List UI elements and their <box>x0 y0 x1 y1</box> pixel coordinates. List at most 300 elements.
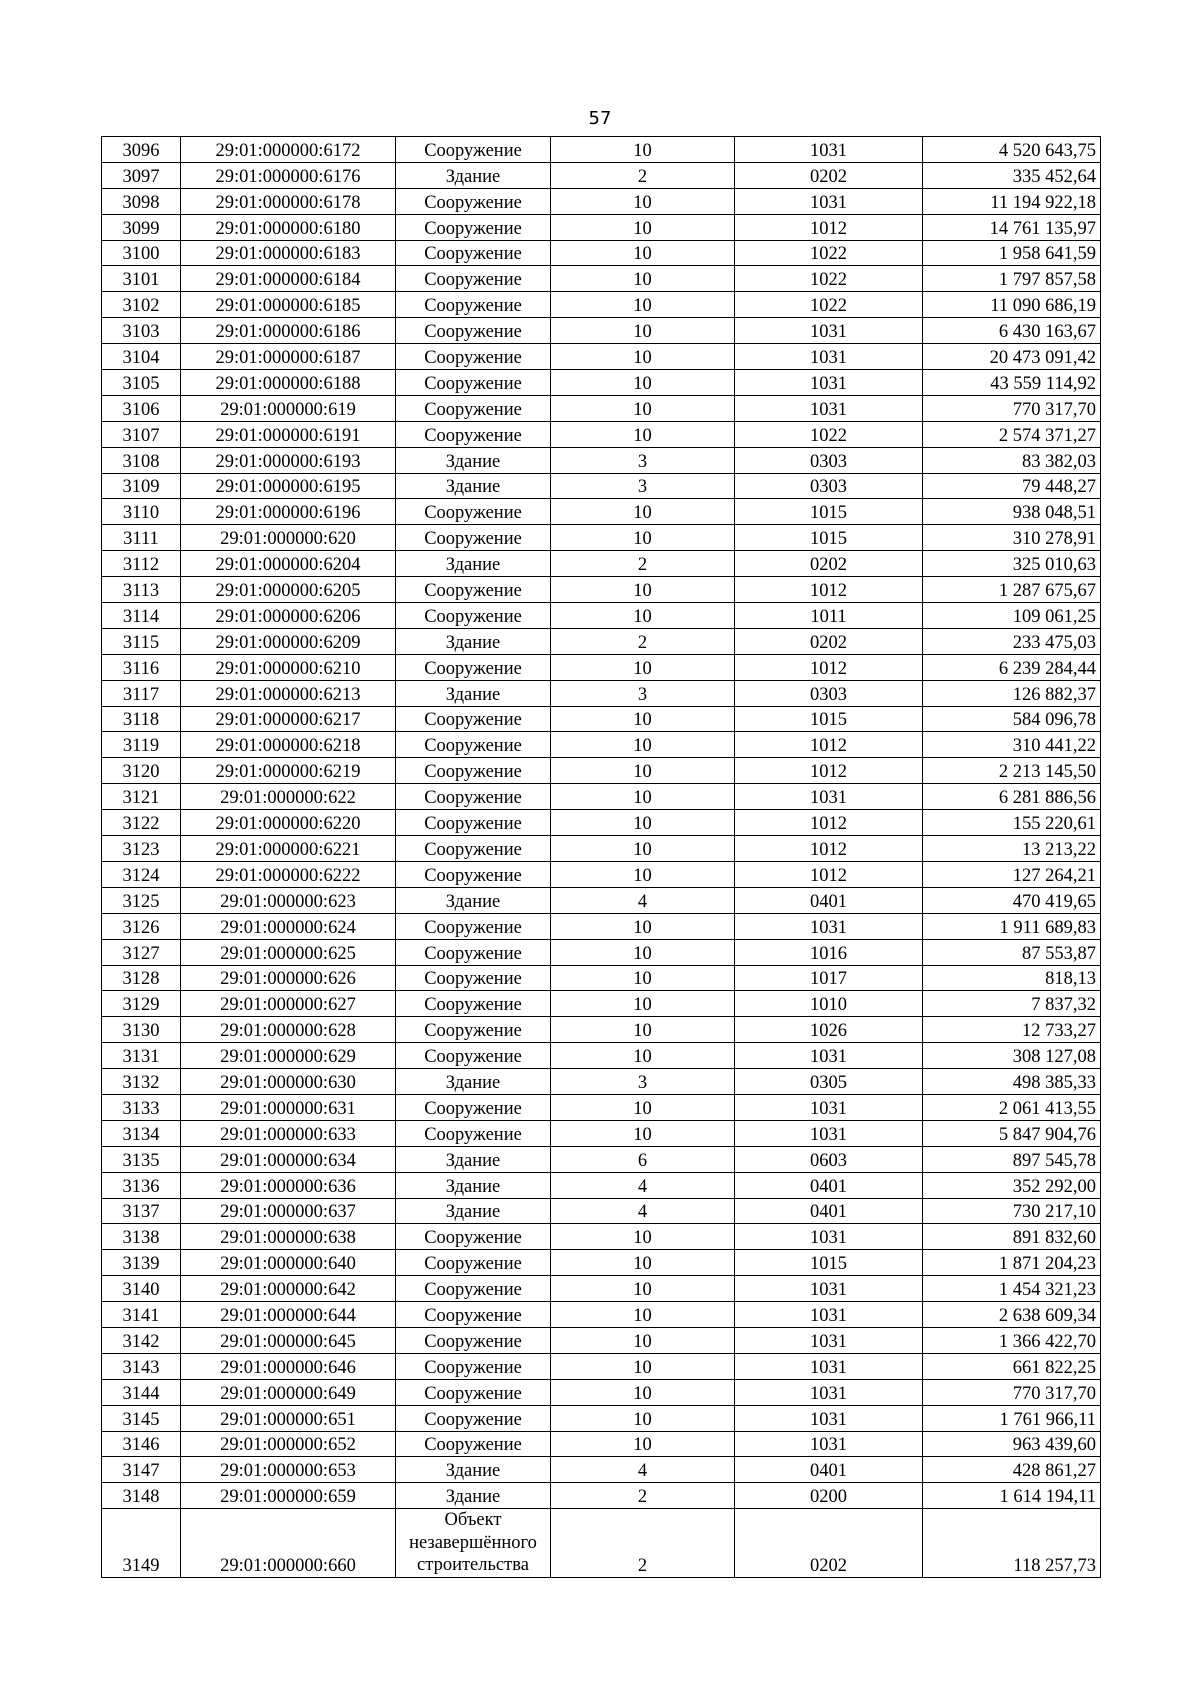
object-type-cell: Сооружение <box>396 318 551 344</box>
row-number-cell: 3137 <box>102 1198 181 1224</box>
group-cell: 2 <box>551 1483 735 1509</box>
group-cell: 10 <box>551 991 735 1017</box>
value-cell: 5 847 904,76 <box>923 1120 1101 1146</box>
code-cell: 1031 <box>735 1327 923 1353</box>
value-cell: 13 213,22 <box>923 836 1101 862</box>
table-row <box>102 137 1101 163</box>
row-number-cell: 3101 <box>102 266 181 292</box>
object-type-cell: Сооружение <box>396 1120 551 1146</box>
table-row <box>102 1431 1101 1457</box>
value-cell: 770 317,70 <box>923 1379 1101 1405</box>
code-cell: 1011 <box>735 603 923 629</box>
cadastral-number-cell: 29:01:000000:6187 <box>181 344 396 370</box>
row-number-cell: 3149 <box>102 1509 181 1578</box>
row-number-cell: 3105 <box>102 370 181 396</box>
object-type-cell: Сооружение <box>396 525 551 551</box>
table-row <box>102 913 1101 939</box>
object-type-cell: Здание <box>396 887 551 913</box>
object-type-cell: Сооружение <box>396 499 551 525</box>
row-number-cell: 3116 <box>102 654 181 680</box>
cadastral-number-cell: 29:01:000000:6210 <box>181 654 396 680</box>
group-cell: 10 <box>551 732 735 758</box>
cadastral-number-cell: 29:01:000000:6217 <box>181 706 396 732</box>
row-number-cell: 3120 <box>102 758 181 784</box>
value-cell: 470 419,65 <box>923 887 1101 913</box>
table-row <box>102 939 1101 965</box>
table-row <box>102 991 1101 1017</box>
value-cell: 7 837,32 <box>923 991 1101 1017</box>
row-number-cell: 3143 <box>102 1353 181 1379</box>
code-cell: 0303 <box>735 680 923 706</box>
row-number-cell: 3113 <box>102 577 181 603</box>
table-row <box>102 1327 1101 1353</box>
group-cell: 10 <box>551 137 735 163</box>
cadastral-number-cell: 29:01:000000:6195 <box>181 473 396 499</box>
object-type-cell: Сооружение <box>396 1405 551 1431</box>
object-type-cell: Здание <box>396 473 551 499</box>
group-cell: 10 <box>551 706 735 732</box>
table-row <box>102 706 1101 732</box>
code-cell: 1031 <box>735 1431 923 1457</box>
value-cell: 109 061,25 <box>923 603 1101 629</box>
object-type-cell: Сооружение <box>396 1302 551 1328</box>
row-number-cell: 3115 <box>102 628 181 654</box>
value-cell: 6 430 163,67 <box>923 318 1101 344</box>
table-row <box>102 1224 1101 1250</box>
object-type-cell: Здание <box>396 680 551 706</box>
object-type-cell: Объект незавершённого строительства <box>396 1509 551 1578</box>
code-cell: 0202 <box>735 162 923 188</box>
row-number-cell: 3132 <box>102 1069 181 1095</box>
value-cell: 155 220,61 <box>923 810 1101 836</box>
code-cell: 1022 <box>735 292 923 318</box>
cadastral-number-cell: 29:01:000000:633 <box>181 1120 396 1146</box>
object-type-cell: Сооружение <box>396 421 551 447</box>
cadastral-number-cell: 29:01:000000:6209 <box>181 628 396 654</box>
row-number-cell: 3126 <box>102 913 181 939</box>
cadastral-number-cell: 29:01:000000:631 <box>181 1094 396 1120</box>
value-cell: 2 574 371,27 <box>923 421 1101 447</box>
group-cell: 10 <box>551 861 735 887</box>
code-cell: 1031 <box>735 1405 923 1431</box>
value-cell: 20 473 091,42 <box>923 344 1101 370</box>
object-type-cell: Здание <box>396 1457 551 1483</box>
cadastral-number-cell: 29:01:000000:6219 <box>181 758 396 784</box>
row-number-cell: 3096 <box>102 137 181 163</box>
code-cell: 1012 <box>735 577 923 603</box>
object-type-cell: Здание <box>396 1069 551 1095</box>
object-type-cell: Сооружение <box>396 913 551 939</box>
row-number-cell: 3127 <box>102 939 181 965</box>
group-cell: 10 <box>551 758 735 784</box>
value-cell: 428 861,27 <box>923 1457 1101 1483</box>
code-cell: 1031 <box>735 1224 923 1250</box>
code-cell: 1012 <box>735 810 923 836</box>
object-type-cell: Сооружение <box>396 214 551 240</box>
table-row <box>102 344 1101 370</box>
value-cell: 43 559 114,92 <box>923 370 1101 396</box>
object-type-cell: Сооружение <box>396 395 551 421</box>
cadastral-number-cell: 29:01:000000:652 <box>181 1431 396 1457</box>
code-cell: 1031 <box>735 913 923 939</box>
cadastral-number-cell: 29:01:000000:6191 <box>181 421 396 447</box>
cadastral-number-cell: 29:01:000000:6178 <box>181 188 396 214</box>
code-cell: 1031 <box>735 344 923 370</box>
cadastral-number-cell: 29:01:000000:642 <box>181 1276 396 1302</box>
value-cell: 6 281 886,56 <box>923 784 1101 810</box>
code-cell: 1031 <box>735 784 923 810</box>
table-row <box>102 965 1101 991</box>
table-row <box>102 836 1101 862</box>
property-registry-table <box>101 136 1101 1578</box>
row-number-cell: 3125 <box>102 887 181 913</box>
value-cell: 11 194 922,18 <box>923 188 1101 214</box>
object-type-cell: Здание <box>396 162 551 188</box>
code-cell: 1015 <box>735 706 923 732</box>
group-cell: 4 <box>551 1198 735 1224</box>
code-cell: 0401 <box>735 887 923 913</box>
value-cell: 14 761 135,97 <box>923 214 1101 240</box>
code-cell: 1031 <box>735 1353 923 1379</box>
table-row <box>102 162 1101 188</box>
cadastral-number-cell: 29:01:000000:659 <box>181 1483 396 1509</box>
cadastral-number-cell: 29:01:000000:6180 <box>181 214 396 240</box>
row-number-cell: 3148 <box>102 1483 181 1509</box>
object-type-cell: Здание <box>396 1146 551 1172</box>
cadastral-number-cell: 29:01:000000:660 <box>181 1509 396 1578</box>
object-type-cell: Сооружение <box>396 810 551 836</box>
row-number-cell: 3109 <box>102 473 181 499</box>
table-row <box>102 395 1101 421</box>
cadastral-number-cell: 29:01:000000:6193 <box>181 447 396 473</box>
value-cell: 118 257,73 <box>923 1509 1101 1578</box>
code-cell: 1031 <box>735 318 923 344</box>
row-number-cell: 3124 <box>102 861 181 887</box>
group-cell: 10 <box>551 421 735 447</box>
cadastral-number-cell: 29:01:000000:620 <box>181 525 396 551</box>
value-cell: 963 439,60 <box>923 1431 1101 1457</box>
row-number-cell: 3135 <box>102 1146 181 1172</box>
table-row <box>102 758 1101 784</box>
row-number-cell: 3140 <box>102 1276 181 1302</box>
table-row <box>102 628 1101 654</box>
code-cell: 1031 <box>735 1379 923 1405</box>
value-cell: 1 614 194,11 <box>923 1483 1101 1509</box>
value-cell: 335 452,64 <box>923 162 1101 188</box>
group-cell: 10 <box>551 318 735 344</box>
code-cell: 1031 <box>735 1043 923 1069</box>
code-cell: 1012 <box>735 732 923 758</box>
value-cell: 126 882,37 <box>923 680 1101 706</box>
code-cell: 1012 <box>735 214 923 240</box>
table-row <box>102 1198 1101 1224</box>
group-cell: 10 <box>551 965 735 991</box>
cadastral-number-cell: 29:01:000000:640 <box>181 1250 396 1276</box>
object-type-cell: Сооружение <box>396 1276 551 1302</box>
object-type-cell: Сооружение <box>396 758 551 784</box>
cadastral-number-cell: 29:01:000000:637 <box>181 1198 396 1224</box>
group-cell: 10 <box>551 1120 735 1146</box>
row-number-cell: 3106 <box>102 395 181 421</box>
row-number-cell: 3128 <box>102 965 181 991</box>
group-cell: 10 <box>551 1302 735 1328</box>
group-cell: 10 <box>551 810 735 836</box>
value-cell: 83 382,03 <box>923 447 1101 473</box>
object-type-cell: Сооружение <box>396 577 551 603</box>
group-cell: 3 <box>551 680 735 706</box>
table-row <box>102 421 1101 447</box>
code-cell: 0202 <box>735 628 923 654</box>
table-row <box>102 525 1101 551</box>
table-row <box>102 732 1101 758</box>
group-cell: 10 <box>551 344 735 370</box>
value-cell: 11 090 686,19 <box>923 292 1101 318</box>
value-cell: 498 385,33 <box>923 1069 1101 1095</box>
object-type-cell: Сооружение <box>396 1379 551 1405</box>
table-row <box>102 370 1101 396</box>
code-cell: 1026 <box>735 1017 923 1043</box>
value-cell: 891 832,60 <box>923 1224 1101 1250</box>
row-number-cell: 3099 <box>102 214 181 240</box>
value-cell: 4 520 643,75 <box>923 137 1101 163</box>
object-type-cell: Сооружение <box>396 266 551 292</box>
table-row <box>102 1017 1101 1043</box>
row-number-cell: 3107 <box>102 421 181 447</box>
code-cell: 0603 <box>735 1146 923 1172</box>
code-cell: 0401 <box>735 1457 923 1483</box>
table-row <box>102 1302 1101 1328</box>
table-row <box>102 266 1101 292</box>
code-cell: 1012 <box>735 758 923 784</box>
value-cell: 1 287 675,67 <box>923 577 1101 603</box>
group-cell: 3 <box>551 1069 735 1095</box>
value-cell: 12 733,27 <box>923 1017 1101 1043</box>
code-cell: 1031 <box>735 1094 923 1120</box>
cadastral-number-cell: 29:01:000000:6183 <box>181 240 396 266</box>
cadastral-number-cell: 29:01:000000:6206 <box>181 603 396 629</box>
code-cell: 1012 <box>735 836 923 862</box>
registry-body <box>102 137 1101 1578</box>
table-row <box>102 1353 1101 1379</box>
object-type-cell: Сооружение <box>396 603 551 629</box>
object-type-cell: Сооружение <box>396 1250 551 1276</box>
value-cell: 79 448,27 <box>923 473 1101 499</box>
code-cell: 1015 <box>735 525 923 551</box>
object-type-cell: Сооружение <box>396 706 551 732</box>
cadastral-number-cell: 29:01:000000:6186 <box>181 318 396 344</box>
row-number-cell: 3108 <box>102 447 181 473</box>
cadastral-number-cell: 29:01:000000:646 <box>181 1353 396 1379</box>
row-number-cell: 3141 <box>102 1302 181 1328</box>
group-cell: 10 <box>551 1224 735 1250</box>
table-row <box>102 188 1101 214</box>
group-cell: 10 <box>551 1250 735 1276</box>
row-number-cell: 3119 <box>102 732 181 758</box>
code-cell: 1031 <box>735 1302 923 1328</box>
table-row <box>102 810 1101 836</box>
row-number-cell: 3122 <box>102 810 181 836</box>
row-number-cell: 3102 <box>102 292 181 318</box>
cadastral-number-cell: 29:01:000000:6184 <box>181 266 396 292</box>
cadastral-number-cell: 29:01:000000:6204 <box>181 551 396 577</box>
group-cell: 2 <box>551 1509 735 1578</box>
row-number-cell: 3136 <box>102 1172 181 1198</box>
cadastral-number-cell: 29:01:000000:6176 <box>181 162 396 188</box>
row-number-cell: 3100 <box>102 240 181 266</box>
group-cell: 10 <box>551 654 735 680</box>
cadastral-number-cell: 29:01:000000:653 <box>181 1457 396 1483</box>
object-type-cell: Сооружение <box>396 344 551 370</box>
row-number-cell: 3133 <box>102 1094 181 1120</box>
code-cell: 1022 <box>735 266 923 292</box>
row-number-cell: 3121 <box>102 784 181 810</box>
object-type-cell: Здание <box>396 447 551 473</box>
table-row <box>102 1146 1101 1172</box>
object-type-cell: Здание <box>396 551 551 577</box>
code-cell: 1015 <box>735 1250 923 1276</box>
row-number-cell: 3104 <box>102 344 181 370</box>
group-cell: 4 <box>551 887 735 913</box>
cadastral-number-cell: 29:01:000000:651 <box>181 1405 396 1431</box>
object-type-cell: Сооружение <box>396 1224 551 1250</box>
value-cell: 1 761 966,11 <box>923 1405 1101 1431</box>
value-cell: 1 454 321,23 <box>923 1276 1101 1302</box>
cadastral-number-cell: 29:01:000000:623 <box>181 887 396 913</box>
cadastral-number-cell: 29:01:000000:644 <box>181 1302 396 1328</box>
cadastral-number-cell: 29:01:000000:649 <box>181 1379 396 1405</box>
row-number-cell: 3114 <box>102 603 181 629</box>
cadastral-number-cell: 29:01:000000:627 <box>181 991 396 1017</box>
table-row <box>102 1120 1101 1146</box>
cadastral-number-cell: 29:01:000000:630 <box>181 1069 396 1095</box>
code-cell: 1010 <box>735 991 923 1017</box>
value-cell: 2 213 145,50 <box>923 758 1101 784</box>
code-cell: 1022 <box>735 421 923 447</box>
row-number-cell: 3112 <box>102 551 181 577</box>
cadastral-number-cell: 29:01:000000:6213 <box>181 680 396 706</box>
object-type-cell: Сооружение <box>396 188 551 214</box>
object-type-cell: Сооружение <box>396 861 551 887</box>
table-row <box>102 1457 1101 1483</box>
object-type-cell: Сооружение <box>396 1017 551 1043</box>
table-row <box>102 1043 1101 1069</box>
cadastral-number-cell: 29:01:000000:636 <box>181 1172 396 1198</box>
table-row <box>102 1069 1101 1095</box>
object-type-cell: Сооружение <box>396 836 551 862</box>
table-row <box>102 1379 1101 1405</box>
table-row <box>102 1509 1101 1578</box>
cadastral-number-cell: 29:01:000000:6196 <box>181 499 396 525</box>
code-cell: 1022 <box>735 240 923 266</box>
table-row <box>102 654 1101 680</box>
cadastral-number-cell: 29:01:000000:638 <box>181 1224 396 1250</box>
group-cell: 10 <box>551 1043 735 1069</box>
value-cell: 661 822,25 <box>923 1353 1101 1379</box>
value-cell: 770 317,70 <box>923 395 1101 421</box>
table-row <box>102 577 1101 603</box>
object-type-cell: Сооружение <box>396 137 551 163</box>
table-row <box>102 1483 1101 1509</box>
table-row <box>102 292 1101 318</box>
row-number-cell: 3117 <box>102 680 181 706</box>
object-type-cell: Сооружение <box>396 991 551 1017</box>
group-cell: 2 <box>551 551 735 577</box>
value-cell: 818,13 <box>923 965 1101 991</box>
cadastral-number-cell: 29:01:000000:634 <box>181 1146 396 1172</box>
table-row <box>102 499 1101 525</box>
group-cell: 10 <box>551 266 735 292</box>
group-cell: 10 <box>551 1017 735 1043</box>
group-cell: 3 <box>551 473 735 499</box>
row-number-cell: 3098 <box>102 188 181 214</box>
value-cell: 87 553,87 <box>923 939 1101 965</box>
value-cell: 325 010,63 <box>923 551 1101 577</box>
table-row <box>102 447 1101 473</box>
row-number-cell: 3138 <box>102 1224 181 1250</box>
group-cell: 10 <box>551 1353 735 1379</box>
cadastral-number-cell: 29:01:000000:629 <box>181 1043 396 1069</box>
value-cell: 352 292,00 <box>923 1172 1101 1198</box>
table-row <box>102 318 1101 344</box>
group-cell: 10 <box>551 240 735 266</box>
group-cell: 4 <box>551 1172 735 1198</box>
object-type-cell: Сооружение <box>396 1353 551 1379</box>
row-number-cell: 3097 <box>102 162 181 188</box>
table-row <box>102 1250 1101 1276</box>
value-cell: 1 366 422,70 <box>923 1327 1101 1353</box>
code-cell: 0303 <box>735 447 923 473</box>
group-cell: 4 <box>551 1457 735 1483</box>
object-type-cell: Здание <box>396 1483 551 1509</box>
code-cell: 1031 <box>735 1276 923 1302</box>
value-cell: 310 278,91 <box>923 525 1101 551</box>
cadastral-number-cell: 29:01:000000:628 <box>181 1017 396 1043</box>
value-cell: 1 871 204,23 <box>923 1250 1101 1276</box>
code-cell: 0305 <box>735 1069 923 1095</box>
object-type-cell: Сооружение <box>396 784 551 810</box>
group-cell: 2 <box>551 162 735 188</box>
group-cell: 10 <box>551 188 735 214</box>
row-number-cell: 3145 <box>102 1405 181 1431</box>
code-cell: 1012 <box>735 654 923 680</box>
group-cell: 10 <box>551 1379 735 1405</box>
group-cell: 10 <box>551 603 735 629</box>
group-cell: 10 <box>551 1327 735 1353</box>
code-cell: 1031 <box>735 395 923 421</box>
cadastral-number-cell: 29:01:000000:6172 <box>181 137 396 163</box>
object-type-cell: Сооружение <box>396 1431 551 1457</box>
group-cell: 3 <box>551 447 735 473</box>
code-cell: 1031 <box>735 1120 923 1146</box>
table-row <box>102 603 1101 629</box>
table-row <box>102 240 1101 266</box>
row-number-cell: 3142 <box>102 1327 181 1353</box>
cadastral-number-cell: 29:01:000000:6205 <box>181 577 396 603</box>
cadastral-number-cell: 29:01:000000:6220 <box>181 810 396 836</box>
cadastral-number-cell: 29:01:000000:622 <box>181 784 396 810</box>
object-type-cell: Здание <box>396 1198 551 1224</box>
group-cell: 10 <box>551 939 735 965</box>
page-number: 57 <box>588 108 612 129</box>
object-type-cell: Сооружение <box>396 939 551 965</box>
object-type-cell: Здание <box>396 1172 551 1198</box>
cadastral-number-cell: 29:01:000000:6188 <box>181 370 396 396</box>
row-number-cell: 3139 <box>102 1250 181 1276</box>
cadastral-number-cell: 29:01:000000:645 <box>181 1327 396 1353</box>
row-number-cell: 3111 <box>102 525 181 551</box>
group-cell: 10 <box>551 1431 735 1457</box>
group-cell: 6 <box>551 1146 735 1172</box>
